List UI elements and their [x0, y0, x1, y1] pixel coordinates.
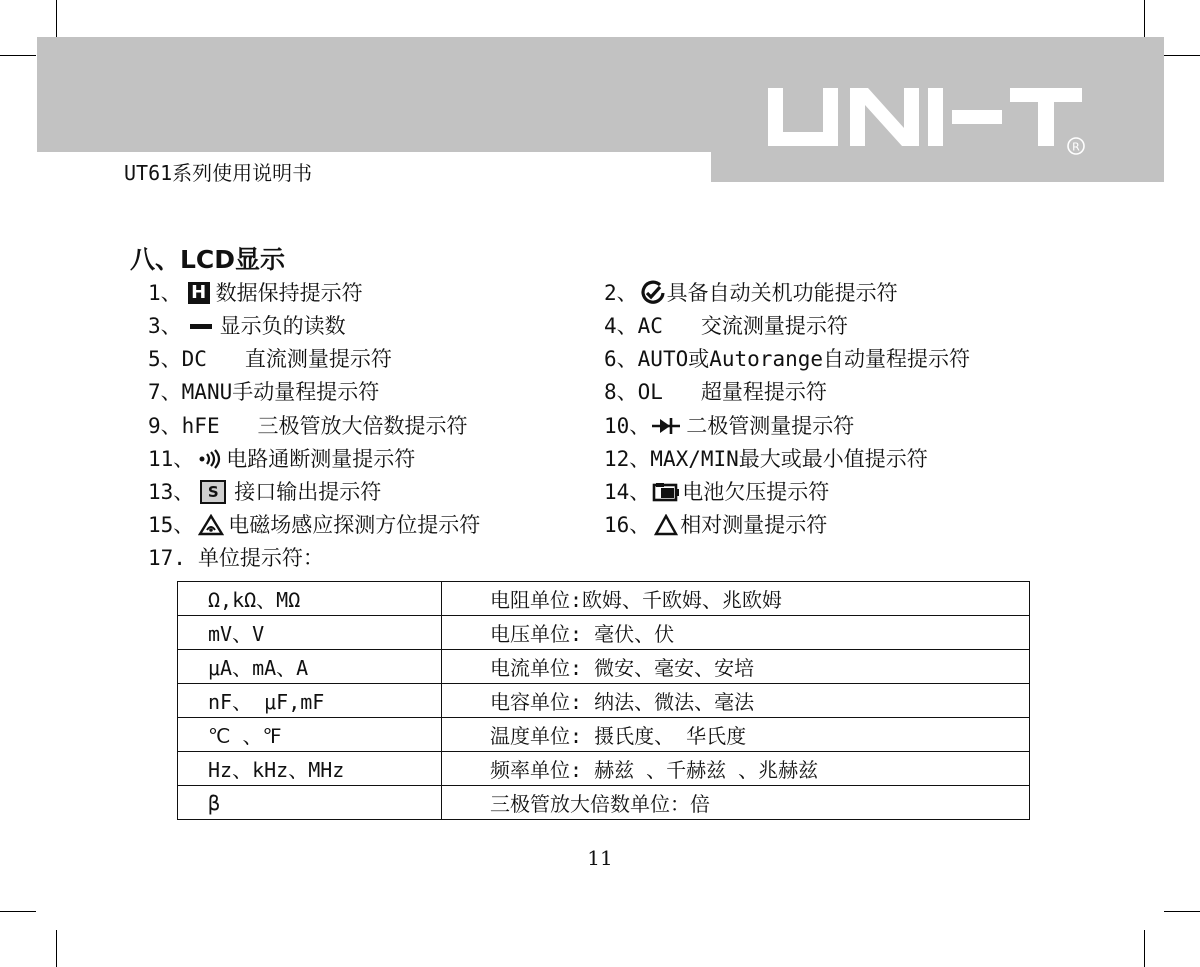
- list-item: [604, 277, 898, 307]
- item-text: 电路通断测量提示符: [226, 447, 416, 471]
- hold-icon: H: [188, 282, 210, 304]
- crop-mark: [1164, 55, 1200, 56]
- item-text: 单位提示符：: [197, 546, 324, 570]
- minus-sign-icon: [186, 316, 216, 336]
- item-text: DC 直流测量提示符: [181, 347, 392, 371]
- table-row: [178, 684, 1030, 718]
- low-battery-icon: [652, 481, 680, 503]
- item-number: 7、: [148, 380, 182, 404]
- item-text: 具备自动关机功能提示符: [666, 281, 898, 305]
- item-text: AC 交流测量提示符: [637, 314, 848, 338]
- item-text: 二极管测量提示符: [686, 414, 855, 438]
- unit-cell: mV、V: [178, 616, 442, 650]
- item-number: 4、: [604, 314, 638, 338]
- list-item: [604, 376, 827, 406]
- list-item: [148, 343, 392, 373]
- table-row: [178, 786, 1030, 820]
- item-number: 3、: [148, 314, 182, 338]
- item-text: MANU手动量程提示符: [181, 380, 380, 404]
- section-title: 八、LCD显示: [130, 245, 286, 274]
- unit-cell: β: [178, 786, 442, 820]
- list-item: [604, 443, 928, 473]
- item-number: 11、: [148, 447, 195, 471]
- item-text: 数据保持提示符: [215, 281, 363, 305]
- unit-cell: Hz、kHz、MHz: [178, 752, 442, 786]
- item-number: 9、: [148, 414, 182, 438]
- item-number: 13、: [148, 480, 195, 504]
- crop-mark: [56, 930, 57, 967]
- continuity-buzzer-icon: [198, 449, 222, 469]
- list-item: [604, 509, 827, 539]
- uni-t-logo: [762, 82, 1092, 162]
- diode-icon: [650, 416, 682, 436]
- list-item: [148, 277, 363, 307]
- list-item: [604, 343, 970, 373]
- item-text: hFE 三极管放大倍数提示符: [181, 414, 468, 438]
- item-text: 接口输出提示符: [234, 480, 382, 504]
- unit-cell: μA、mA、A: [178, 650, 442, 684]
- item-number: 14、: [604, 480, 651, 504]
- item-text: AUTO或Autorange自动量程提示符: [637, 347, 971, 371]
- unit-description-cell: 温度单位: 摄氏度、 华氏度: [442, 718, 1030, 752]
- unit-description-cell: 频率单位: 赫兹 、千赫兹 、兆赫兹: [442, 752, 1030, 786]
- item-text: 电池欠压提示符: [682, 480, 830, 504]
- list-item: [148, 509, 480, 539]
- table-row: [178, 582, 1030, 616]
- crop-mark: [0, 55, 36, 56]
- table-row: [178, 752, 1030, 786]
- crop-mark: [0, 911, 36, 912]
- item-text: 电磁场感应探测方位提示符: [228, 513, 481, 537]
- unit-description-cell: 电压单位: 毫伏、伏: [442, 616, 1030, 650]
- item-text: OL 超量程提示符: [637, 380, 827, 404]
- list-item: [148, 542, 324, 572]
- table-row: [178, 616, 1030, 650]
- ncv-emf-icon: [198, 514, 224, 536]
- item-number: 12、: [604, 447, 651, 471]
- item-number: 2、: [604, 281, 638, 305]
- list-item: [148, 376, 379, 406]
- item-number: 5、: [148, 347, 182, 371]
- list-item: [148, 443, 415, 473]
- unit-cell: Ω,kΩ、MΩ: [178, 582, 442, 616]
- unit-description-cell: 电容单位: 纳法、微法、毫法: [442, 684, 1030, 718]
- list-item: [148, 476, 381, 506]
- unit-description-cell: 电阻单位:欧姆、千欧姆、兆欧姆: [442, 582, 1030, 616]
- crop-mark: [1164, 911, 1200, 912]
- item-number: 16、: [604, 513, 651, 537]
- unit-description-cell: 电流单位: 微安、毫安、安培: [442, 650, 1030, 684]
- table-row: [178, 718, 1030, 752]
- item-number: 1、: [148, 281, 182, 305]
- item-number: 17.: [148, 546, 186, 570]
- list-item: [148, 410, 468, 440]
- item-number: 15、: [148, 513, 195, 537]
- item-text: 相对测量提示符: [680, 513, 828, 537]
- item-number: 6、: [604, 347, 638, 371]
- auto-power-off-icon: [640, 280, 666, 306]
- unit-cell: ℃ 、℉: [178, 718, 442, 752]
- list-item: [604, 310, 848, 340]
- table-row: [178, 650, 1030, 684]
- list-item: [604, 410, 854, 440]
- crop-mark: [1144, 930, 1145, 967]
- page-number: 11: [587, 846, 613, 870]
- list-item: [148, 310, 346, 340]
- svg-text:R: R: [1072, 140, 1080, 154]
- list-item: [604, 476, 829, 506]
- serial-output-icon: S: [200, 480, 226, 504]
- item-number: 8、: [604, 380, 638, 404]
- delta-relative-icon: [654, 514, 678, 536]
- unit-description-cell: 三极管放大倍数单位：倍: [442, 786, 1030, 820]
- manual-title: UT61系列使用说明书: [124, 161, 313, 185]
- item-text: MAX/MIN最大或最小值提示符: [650, 447, 928, 471]
- units-table: [177, 581, 1030, 820]
- item-text: 显示负的读数: [219, 314, 346, 338]
- item-number: 10、: [604, 414, 651, 438]
- unit-cell: nF、 μF,mF: [178, 684, 442, 718]
